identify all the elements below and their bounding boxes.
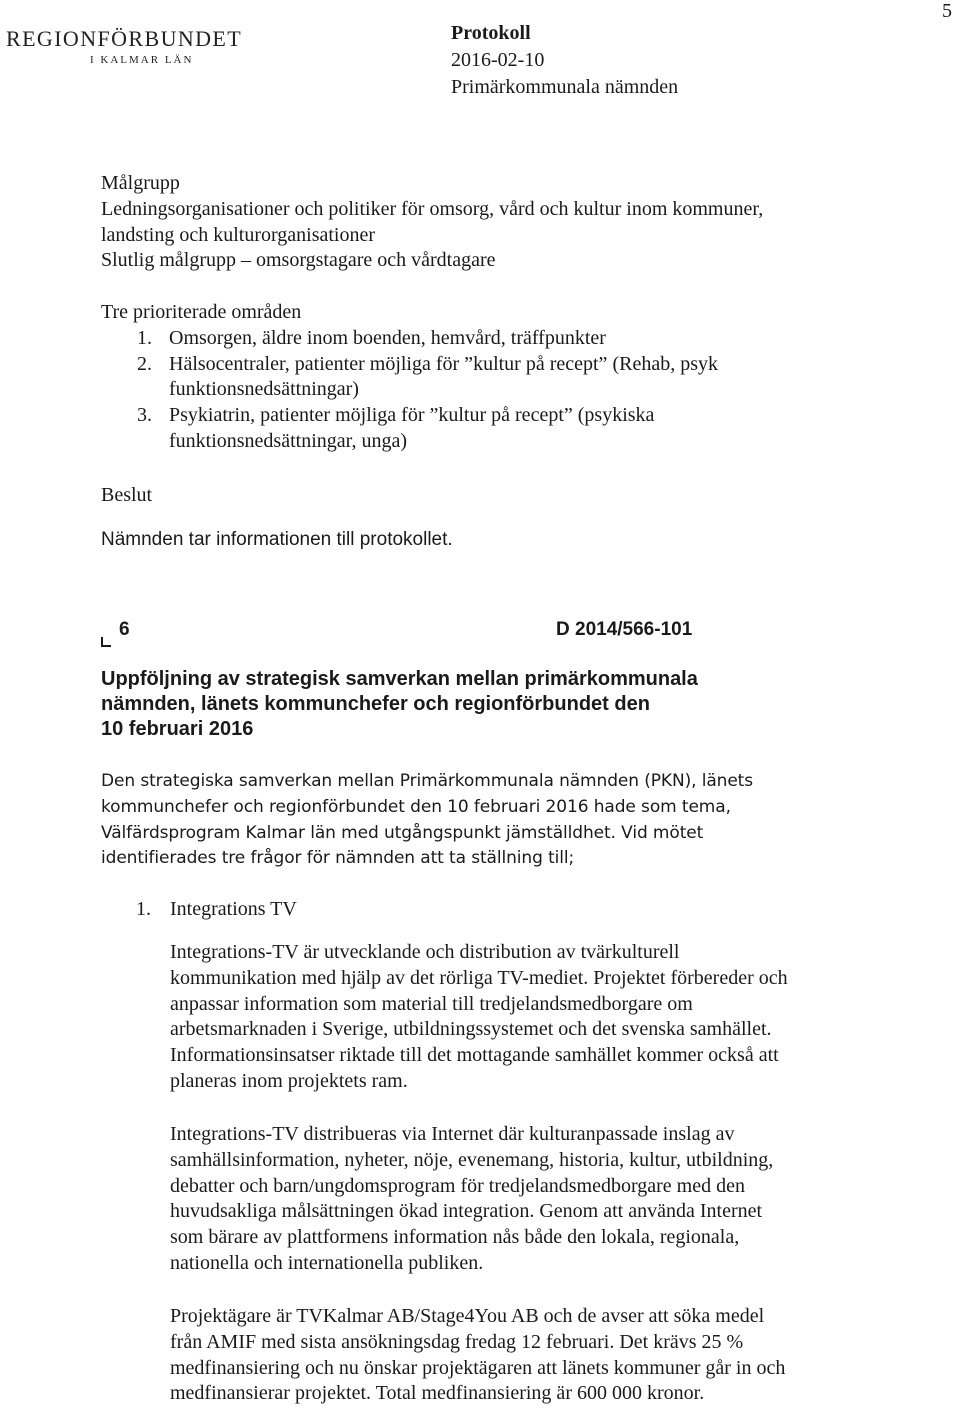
item-paragraph-1 (170, 940, 890, 1095)
paragraph-line: planeras inom projektets ram. (170, 1069, 408, 1092)
paragraph-line: Integrations-TV distribueras via Internet där kulturanpassade inslag av (170, 1123, 735, 1145)
paragraph-line: nationella och internationella publiken. (170, 1251, 484, 1274)
section-header (101, 619, 721, 649)
section-heading (101, 667, 861, 742)
target-group-line: Slutlig målgrupp – omsorgstagare och vårdtagare (101, 249, 496, 272)
paragraph-line: Integrations-TV är utvecklande och distribution av tvärkulturell (170, 941, 680, 963)
document-type: Protokoll (451, 22, 531, 44)
intro-line: kommunchefer och regionförbundet den 10 februari 2016 hade som tema, (101, 796, 731, 817)
paragraph-line: Informationsinsatser riktade till det mottagande samhället kommer också att (170, 1044, 779, 1067)
paragraph-line: från AMIF med sista ansökningsdag fredag 12 februari. Det krävs 25 % (170, 1330, 744, 1353)
document-header (451, 20, 678, 101)
intro-line: Välfärdsprogram Kalmar län med utgångspunkt jämställdhet. Vid mötet (101, 822, 704, 843)
logo-sub-text: I KALMAR LÄN (90, 54, 194, 66)
intro-line: Den strategiska samverkan mellan Primärkommunala nämnden (PKN), länets (101, 771, 754, 791)
section-heading-line: nämnden, länets kommunchefer och regionförbundet den (101, 693, 650, 715)
section-heading-line: Uppföljning av strategisk samverkan mellan primärkommunala (101, 668, 698, 690)
list-item (101, 326, 881, 352)
list-item-number: 3. (137, 404, 152, 427)
paragraph-line: medfinansiering och nu önskar projektägaren att länets kommuner går in och (170, 1356, 786, 1379)
diary-number: D 2014/566-101 (556, 619, 693, 640)
list-item (101, 403, 809, 455)
paragraph-line: kommunikation med hjälp av det rörliga TV-mediet. Projektet förbereder och (170, 966, 788, 989)
item-paragraph-2 (170, 1122, 890, 1277)
item-heading (136, 896, 297, 922)
document-date: 2016-02-10 (451, 49, 545, 71)
section-marker-icon (101, 637, 111, 647)
paragraph-line: som bärare av plattformens information nås både den lokala, regionala, (170, 1226, 740, 1249)
item-title: Integrations TV (170, 898, 297, 920)
decision-text: Nämnden tar informationen till protokollet. (101, 529, 453, 550)
committee-name: Primärkommunala nämnden (451, 76, 679, 98)
list-item-text: Hälsocentraler, patienter möjliga för ”kultur på recept” (Rehab, psyk funktionsnedsättningar) (169, 352, 718, 401)
item-number: 1. (136, 898, 151, 920)
list-item-text: Psykiatrin, patienter möjliga för ”kultur på recept” (psykiska funktionsnedsättningar, unga) (169, 404, 655, 452)
priority-areas-list (101, 326, 881, 455)
page-number: 5 (942, 0, 952, 22)
paragraph-line: medfinansierar projektet. Total medfinansiering är 600 000 kronor. (170, 1382, 705, 1405)
section-heading-line: 10 februari 2016 (101, 718, 254, 740)
target-group-block (101, 171, 881, 274)
paragraph-line: samhällsinformation, nyheter, nöje, evenemang, historia, kultur, utbildning, (170, 1148, 774, 1171)
priority-areas-block (101, 300, 881, 455)
target-group-heading: Målgrupp (101, 172, 180, 194)
decision-heading: Beslut (101, 484, 153, 506)
logo-main-text: REGIONFÖRBUNDET (6, 26, 243, 51)
paragraph-line: anpassar information som material till tredjelandsmedborgare om (170, 992, 693, 1015)
paragraph-line: arbetsmarknaden i Sverige, utbildningssystemet och det svenska samhället. (170, 1018, 772, 1041)
list-item-number: 1. (137, 326, 152, 349)
target-group-line: landsting och kulturorganisationer (101, 223, 376, 246)
intro-line: identifierades tre frågor för nämnden att ta ställning till; (101, 848, 575, 869)
paragraph-line: Projektägare är TVKalmar AB/Stage4You AB och de avser att söka medel (170, 1305, 765, 1327)
priority-areas-heading: Tre prioriterade områden (101, 301, 302, 323)
item-paragraph-3 (170, 1304, 890, 1407)
list-item (101, 352, 889, 404)
paragraph-line: debatter och barn/ungdomsprogram för tredjelandsmedborgare med den (170, 1174, 745, 1197)
target-group-line: Ledningsorganisationer och politiker för omsorg, vård och kultur inom kommuner, (101, 197, 764, 220)
paragraph-line: huvudsakliga målsättningen ökad integration. Genom att använda Internet (170, 1200, 763, 1223)
organization-logo (6, 26, 243, 66)
section-intro (101, 769, 881, 872)
list-item-text: Omsorgen, äldre inom boenden, hemvård, träffpunkter (169, 326, 606, 349)
list-item-number: 2. (137, 352, 152, 375)
section-number: 6 (119, 619, 130, 640)
